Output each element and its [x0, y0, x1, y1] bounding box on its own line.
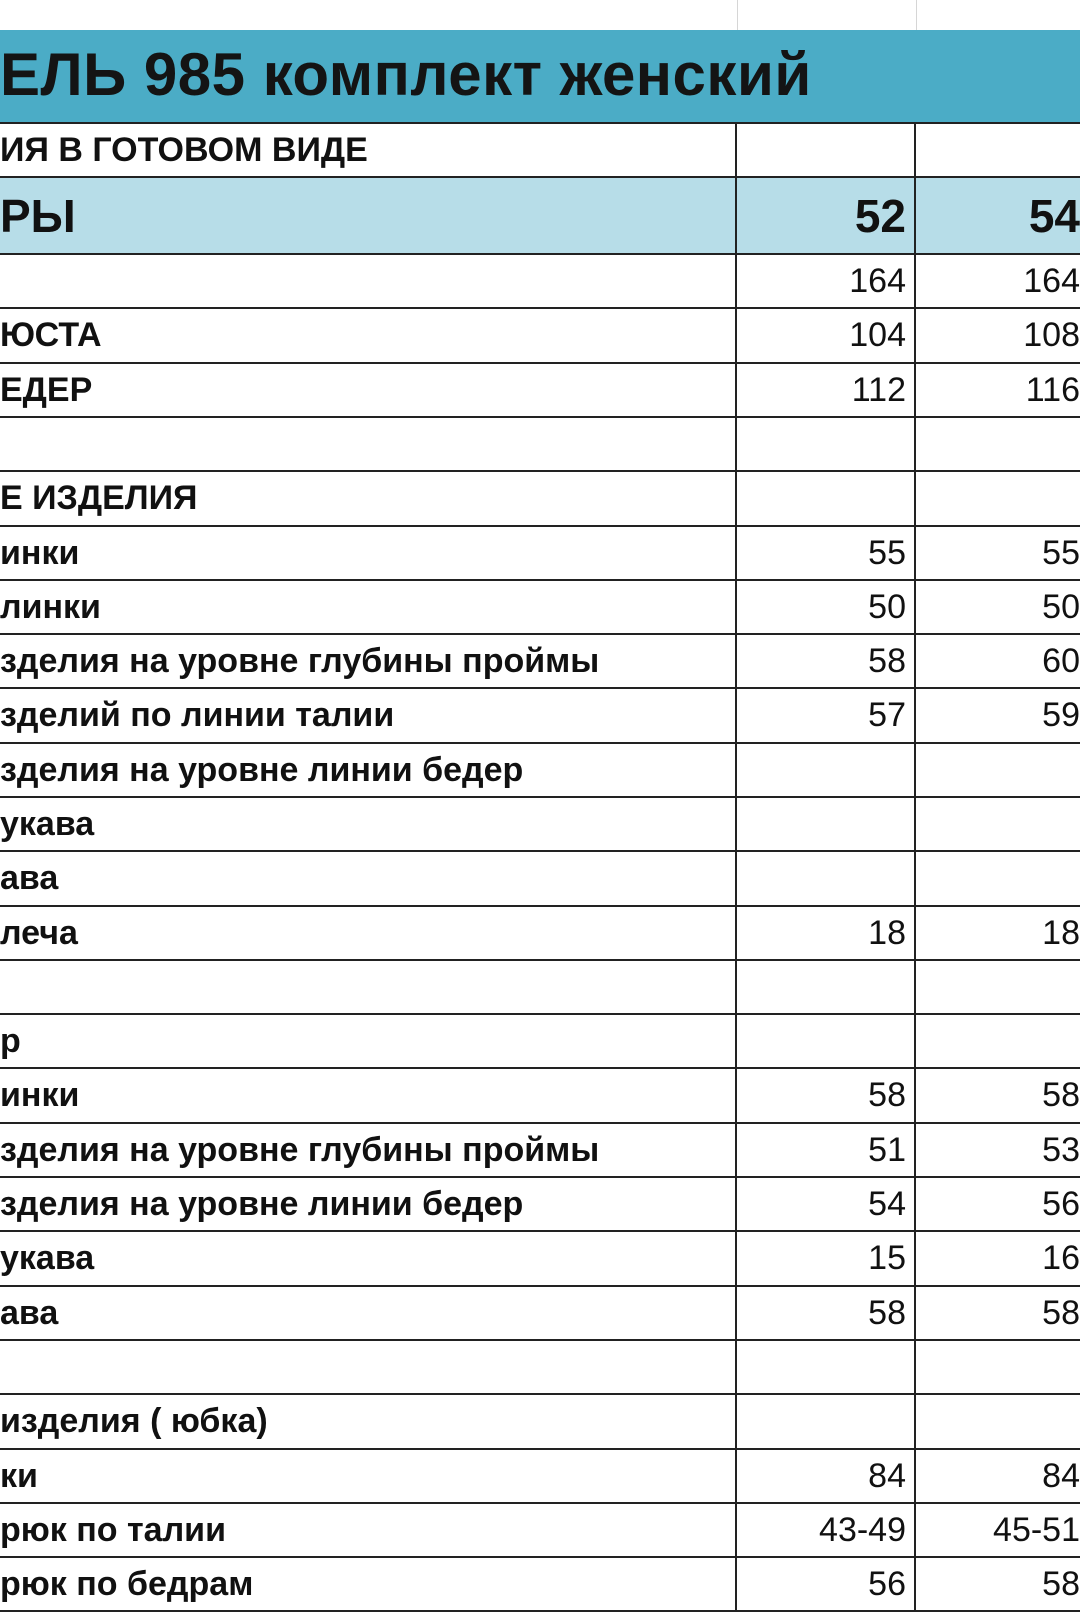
cell-size-54-value: 59	[1042, 696, 1080, 734]
row-label[interactable]: зделий по линии талии	[0, 689, 737, 742]
row-label[interactable]: р	[0, 1015, 737, 1067]
row-label[interactable]: Е ИЗДЕЛИЯ	[0, 472, 737, 525]
cell-size-54[interactable]	[916, 364, 1080, 416]
table-row	[0, 1450, 1080, 1504]
table-row	[0, 1287, 1080, 1341]
cell-size-54[interactable]	[916, 1450, 1080, 1502]
row-label[interactable]: укава	[0, 798, 737, 850]
cell-size-52[interactable]: 57	[737, 689, 916, 742]
cell-size-54[interactable]	[916, 744, 1080, 796]
row-label[interactable]: инки	[0, 527, 737, 579]
cell-size-54[interactable]	[916, 689, 1080, 742]
cell-size-54[interactable]	[916, 635, 1080, 687]
row-label[interactable]: зделия на уровне линии бедер	[0, 744, 737, 796]
cell-size-54[interactable]	[916, 581, 1080, 633]
cell-size-54-value: 18	[1042, 913, 1080, 952]
row-label[interactable]: линки	[0, 581, 737, 633]
grid-line	[916, 0, 917, 30]
cell-size-54[interactable]	[916, 309, 1080, 362]
sizes-row	[0, 178, 1080, 255]
row-label[interactable]: ЮСТА	[0, 309, 737, 362]
table-row	[0, 472, 1080, 527]
cell-size-52[interactable]: 112	[737, 364, 916, 416]
cell-size-54[interactable]	[916, 418, 1080, 470]
row-label[interactable]: зделия на уровне глубины проймы	[0, 1124, 737, 1176]
cell-size-54-value: 108	[1023, 316, 1080, 354]
cell-size-54[interactable]	[916, 907, 1080, 959]
cell-size-54-value: 116	[1025, 370, 1080, 409]
cell-size-54[interactable]	[916, 1504, 1080, 1556]
row-label[interactable]	[0, 961, 737, 1013]
row-label[interactable]: ЕДЕР	[0, 364, 737, 416]
cell-size-52[interactable]	[737, 1395, 916, 1448]
table-row	[0, 1015, 1080, 1069]
grid-line	[737, 0, 738, 30]
row-label[interactable]: ки	[0, 1450, 737, 1502]
table-row	[0, 961, 1080, 1015]
table-row	[0, 689, 1080, 744]
top-grid-lines	[0, 0, 1080, 30]
cell-size-52[interactable]	[737, 852, 916, 905]
cell-size-52[interactable]: 84	[737, 1450, 916, 1502]
cell-size-52[interactable]	[737, 472, 916, 525]
table-row	[0, 527, 1080, 581]
cell-size-54-value: 58	[1042, 1076, 1080, 1114]
row-label[interactable]: РЫ	[0, 178, 737, 253]
table-row	[0, 907, 1080, 961]
cell-size-52[interactable]	[737, 961, 916, 1013]
cell-size-54-value: 164	[1023, 261, 1080, 300]
cell-size-54-value: 55	[1042, 533, 1080, 572]
cell-size-52[interactable]	[737, 744, 916, 796]
cell-size-54[interactable]	[916, 124, 1080, 176]
table-row	[0, 581, 1080, 635]
cell-size-54[interactable]	[916, 1069, 1080, 1122]
table-row	[0, 1341, 1080, 1395]
cell-size-52[interactable]: 55	[737, 527, 916, 579]
header-row	[0, 124, 1080, 178]
table-row	[0, 635, 1080, 689]
cell-size-54-value: 84	[1042, 1456, 1080, 1495]
table-row	[0, 1504, 1080, 1558]
cell-size-54[interactable]	[916, 527, 1080, 579]
cell-size-52[interactable]	[737, 124, 916, 176]
cell-size-54[interactable]	[916, 1558, 1080, 1610]
cell-size-52[interactable]: 52	[737, 178, 916, 253]
table-row	[0, 1069, 1080, 1124]
table-row	[0, 798, 1080, 852]
cell-size-52[interactable]: 58	[737, 635, 916, 687]
cell-size-54[interactable]	[916, 961, 1080, 1013]
cell-size-52[interactable]: 56	[737, 1558, 916, 1610]
cell-size-54[interactable]	[916, 1124, 1080, 1176]
cell-size-54-value: 53	[1042, 1130, 1080, 1169]
cell-size-54-value: 58	[1042, 1564, 1080, 1603]
row-label[interactable]	[0, 255, 737, 307]
row-label[interactable]	[0, 1341, 737, 1393]
cell-size-52[interactable]: 164	[737, 255, 916, 307]
row-label[interactable]: зделия на уровне линии бедер	[0, 1178, 737, 1230]
table-row	[0, 1178, 1080, 1232]
cell-size-52[interactable]: 58	[737, 1287, 916, 1339]
cell-size-54[interactable]	[916, 1287, 1080, 1339]
sheet-title: ЕЛЬ 985 комплект женский	[0, 41, 812, 108]
cell-size-52[interactable]: 54	[737, 1178, 916, 1230]
row-label[interactable]: укава	[0, 1232, 737, 1285]
cell-size-52[interactable]: 15	[737, 1232, 916, 1285]
cell-size-54[interactable]	[916, 1341, 1080, 1393]
row-label[interactable]: рюк по талии	[0, 1504, 737, 1556]
cell-size-54[interactable]	[916, 1178, 1080, 1230]
row-label[interactable]	[0, 418, 737, 470]
cell-size-54-value: 60	[1042, 641, 1080, 680]
cell-size-52[interactable]: 58	[737, 1069, 916, 1122]
table-row	[0, 1232, 1080, 1287]
cell-size-52[interactable]	[737, 1341, 916, 1393]
cell-size-54-value: 56	[1042, 1184, 1080, 1223]
row-label[interactable]: изделия ( юбка)	[0, 1395, 737, 1448]
cell-size-52[interactable]	[737, 1015, 916, 1067]
table-row	[0, 1124, 1080, 1178]
cell-size-52[interactable]: 104	[737, 309, 916, 362]
cell-size-52[interactable]: 43-49	[737, 1504, 916, 1556]
row-label[interactable]: зделия на уровне глубины проймы	[0, 635, 737, 687]
cell-size-54[interactable]	[916, 1015, 1080, 1067]
cell-size-54[interactable]	[916, 1232, 1080, 1285]
row-label[interactable]: ава	[0, 1287, 737, 1339]
row-label[interactable]: ИЯ В ГОТОВОМ ВИДЕ	[0, 124, 737, 176]
cell-size-54-value: 54	[1028, 189, 1080, 242]
row-label[interactable]: рюк по бедрам	[0, 1558, 737, 1610]
cell-size-54[interactable]	[916, 852, 1080, 905]
cell-size-54-value: 50	[1042, 587, 1080, 626]
row-label[interactable]: леча	[0, 907, 737, 959]
cell-size-52[interactable]	[737, 798, 916, 850]
row-label[interactable]: ава	[0, 852, 737, 905]
cell-size-52[interactable]: 51	[737, 1124, 916, 1176]
table-row	[0, 1395, 1080, 1450]
cell-size-54-value: 16	[1042, 1239, 1080, 1277]
table-row	[0, 418, 1080, 472]
title-bar	[0, 30, 1080, 124]
table-row	[0, 744, 1080, 798]
table-row	[0, 852, 1080, 907]
cell-size-54[interactable]	[916, 798, 1080, 850]
cell-size-54[interactable]	[916, 1395, 1080, 1448]
cell-size-54[interactable]	[916, 255, 1080, 307]
cell-size-52[interactable]	[737, 418, 916, 470]
row-label[interactable]: инки	[0, 1069, 737, 1122]
cell-size-54-value: 45-51	[993, 1510, 1080, 1549]
cell-size-54[interactable]	[916, 178, 1080, 253]
table-row	[0, 309, 1080, 364]
cell-size-54[interactable]	[916, 472, 1080, 525]
cell-size-54-value: 58	[1042, 1293, 1080, 1332]
cell-size-52[interactable]: 18	[737, 907, 916, 959]
table-row	[0, 255, 1080, 309]
table-row	[0, 1558, 1080, 1612]
cell-size-52[interactable]: 50	[737, 581, 916, 633]
table-row	[0, 364, 1080, 418]
